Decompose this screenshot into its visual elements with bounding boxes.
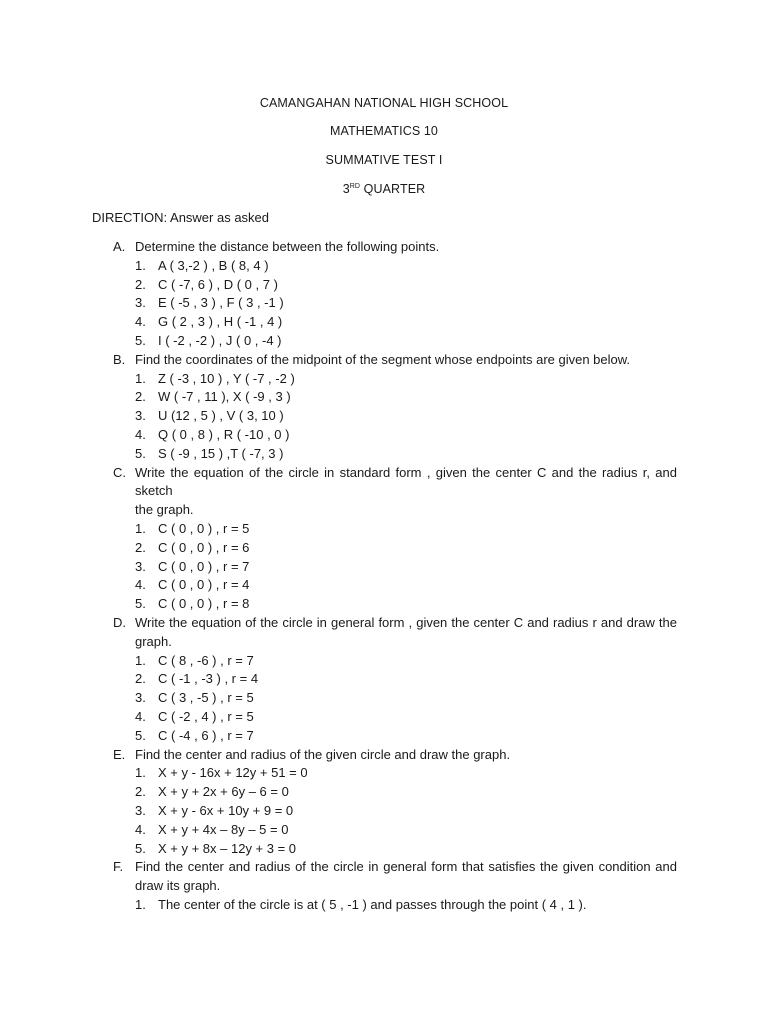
instruction-line: Find the center and radius of the circle in general form that satisfies the given condition and draw its graph. xyxy=(135,859,677,894)
section-letter: E. xyxy=(113,746,126,762)
quarter-superscript: RD xyxy=(349,183,361,190)
section-letter: F. xyxy=(113,859,124,875)
item-list xyxy=(0,652,768,746)
item-number: 5. xyxy=(135,332,146,348)
list-item xyxy=(0,294,768,313)
item-list xyxy=(0,764,768,858)
section-instruction xyxy=(135,464,677,520)
item-text: C ( -7, 6 ) , D ( 0 , 7 ) xyxy=(158,276,278,292)
item-number: 3. xyxy=(135,690,146,706)
section-instruction xyxy=(135,614,677,652)
list-item xyxy=(0,276,768,295)
direction-label: DIRECTION: xyxy=(92,210,168,225)
item-text: U (12 , 5 ) , V ( 3, 10 ) xyxy=(158,408,284,424)
quarter-number: 3 xyxy=(342,182,350,196)
sections-container xyxy=(0,238,768,915)
test-title: SUMMATIVE TEST I xyxy=(325,153,443,167)
list-item xyxy=(0,764,768,783)
item-text: C ( 0 , 0 ) , r = 5 xyxy=(158,520,250,536)
list-item xyxy=(0,595,768,614)
item-text: C ( 0 , 0 ) , r = 4 xyxy=(158,577,250,593)
section-e xyxy=(0,746,768,859)
item-text: C ( -1 , -3 ) , r = 4 xyxy=(158,671,259,687)
item-text: C ( 8 , -6 ) , r = 7 xyxy=(158,652,254,668)
list-item xyxy=(0,896,768,915)
list-item xyxy=(0,520,768,539)
item-text: X + y - 16x + 12y + 51 = 0 xyxy=(158,765,308,781)
instruction-line: Write the equation of the circle in general form , given the center C and radius r and draw the graph. xyxy=(135,614,677,649)
item-number: 3. xyxy=(135,295,146,311)
item-number: 5. xyxy=(135,840,146,856)
item-text: X + y + 4x – 8y – 5 = 0 xyxy=(158,821,289,837)
direction-line xyxy=(92,210,269,225)
section-instruction xyxy=(135,351,677,370)
item-text: S ( -9 , 15 ) ,T ( -7, 3 ) xyxy=(158,445,284,461)
item-number: 2. xyxy=(135,389,146,405)
item-text: C ( 0 , 0 ) , r = 6 xyxy=(158,539,250,555)
section-letter: B. xyxy=(113,351,126,367)
section-d xyxy=(0,614,768,746)
item-number: 4. xyxy=(135,577,146,593)
item-text: I ( -2 , -2 ) , J ( 0 , -4 ) xyxy=(158,332,282,348)
section-b xyxy=(0,351,768,464)
list-item xyxy=(0,821,768,840)
instruction-line: Find the coordinates of the midpoint of the segment whose endpoints are given below. xyxy=(135,351,631,367)
section-c xyxy=(0,464,768,614)
section-letter: C. xyxy=(113,464,126,480)
instruction-line: Write the equation of the circle in standard form , given the center C and the radius r, and sketch xyxy=(135,464,677,499)
instruction-line: Determine the distance between the following points. xyxy=(135,239,440,254)
instruction-line: the graph. xyxy=(135,502,194,518)
item-number: 5. xyxy=(135,727,146,743)
item-text: G ( 2 , 3 ) , H ( -1 , 4 ) xyxy=(158,314,283,330)
section-instruction xyxy=(135,746,677,765)
item-text: X + y - 6x + 10y + 9 = 0 xyxy=(158,802,294,818)
section-instruction xyxy=(135,858,677,896)
school-name: CAMANGAHAN NATIONAL HIGH SCHOOL xyxy=(259,96,509,110)
list-item xyxy=(0,370,768,389)
list-item xyxy=(0,445,768,464)
item-text: C ( -4 , 6 ) , r = 7 xyxy=(158,727,254,743)
list-item xyxy=(0,388,768,407)
list-item xyxy=(0,558,768,577)
item-number: 2. xyxy=(135,539,146,555)
item-number: 3. xyxy=(135,802,146,818)
list-item xyxy=(0,407,768,426)
instruction-line: Find the center and radius of the given circle and draw the graph. xyxy=(135,746,511,762)
list-item xyxy=(0,332,768,351)
item-text: Z ( -3 , 10 ) , Y ( -7 , -2 ) xyxy=(158,370,295,386)
item-text: The center of the circle is at ( 5 , -1 ) and passes through the point ( 4 , 1 ). xyxy=(158,896,587,912)
list-item xyxy=(0,652,768,671)
subject-title: MATHEMATICS 10 xyxy=(330,124,438,138)
item-number: 1. xyxy=(135,765,146,781)
list-item xyxy=(0,727,768,746)
list-item xyxy=(0,783,768,802)
item-text: W ( -7 , 11 ), X ( -9 , 3 ) xyxy=(158,389,291,405)
list-item xyxy=(0,708,768,727)
quarter-title xyxy=(0,182,768,196)
item-list xyxy=(0,896,768,915)
section-a xyxy=(0,238,768,351)
item-text: X + y + 8x – 12y + 3 = 0 xyxy=(158,840,297,856)
item-list xyxy=(0,370,768,464)
item-text: X + y + 2x + 6y – 6 = 0 xyxy=(158,784,289,800)
item-number: 5. xyxy=(135,596,146,612)
item-number: 5. xyxy=(135,445,146,461)
item-number: 2. xyxy=(135,671,146,687)
list-item xyxy=(0,802,768,821)
item-number: 2. xyxy=(135,276,146,292)
list-item xyxy=(0,670,768,689)
item-number: 1. xyxy=(135,896,146,912)
item-number: 1. xyxy=(135,257,146,273)
direction-text: Answer as asked xyxy=(167,210,270,225)
section-letter: D. xyxy=(113,614,126,630)
list-item xyxy=(0,426,768,445)
quarter-word: QUARTER xyxy=(360,182,426,196)
list-item xyxy=(0,539,768,558)
item-number: 2. xyxy=(135,784,146,800)
item-text: C ( 0 , 0 ) , r = 8 xyxy=(158,596,250,612)
list-item xyxy=(0,257,768,276)
item-text: A ( 3,-2 ) , B ( 8, 4 ) xyxy=(158,257,269,273)
list-item xyxy=(0,576,768,595)
section-instruction xyxy=(135,238,677,257)
item-number: 4. xyxy=(135,821,146,837)
item-list xyxy=(0,257,768,351)
list-item xyxy=(0,840,768,859)
section-letter: A. xyxy=(113,239,126,254)
item-number: 3. xyxy=(135,408,146,424)
item-list xyxy=(0,520,768,614)
item-number: 1. xyxy=(135,520,146,536)
item-number: 4. xyxy=(135,314,146,330)
item-number: 1. xyxy=(135,370,146,386)
item-number: 1. xyxy=(135,652,146,668)
item-number: 4. xyxy=(135,426,146,442)
item-number: 3. xyxy=(135,558,146,574)
item-number: 4. xyxy=(135,708,146,724)
list-item xyxy=(0,313,768,332)
section-f xyxy=(0,858,768,914)
item-text: C ( 3 , -5 ) , r = 5 xyxy=(158,690,254,706)
item-text: Q ( 0 , 8 ) , R ( -10 , 0 ) xyxy=(158,426,290,442)
list-item xyxy=(0,689,768,708)
item-text: E ( -5 , 3 ) , F ( 3 , -1 ) xyxy=(158,295,284,311)
item-text: C ( 0 , 0 ) , r = 7 xyxy=(158,558,250,574)
item-text: C ( -2 , 4 ) , r = 5 xyxy=(158,708,254,724)
